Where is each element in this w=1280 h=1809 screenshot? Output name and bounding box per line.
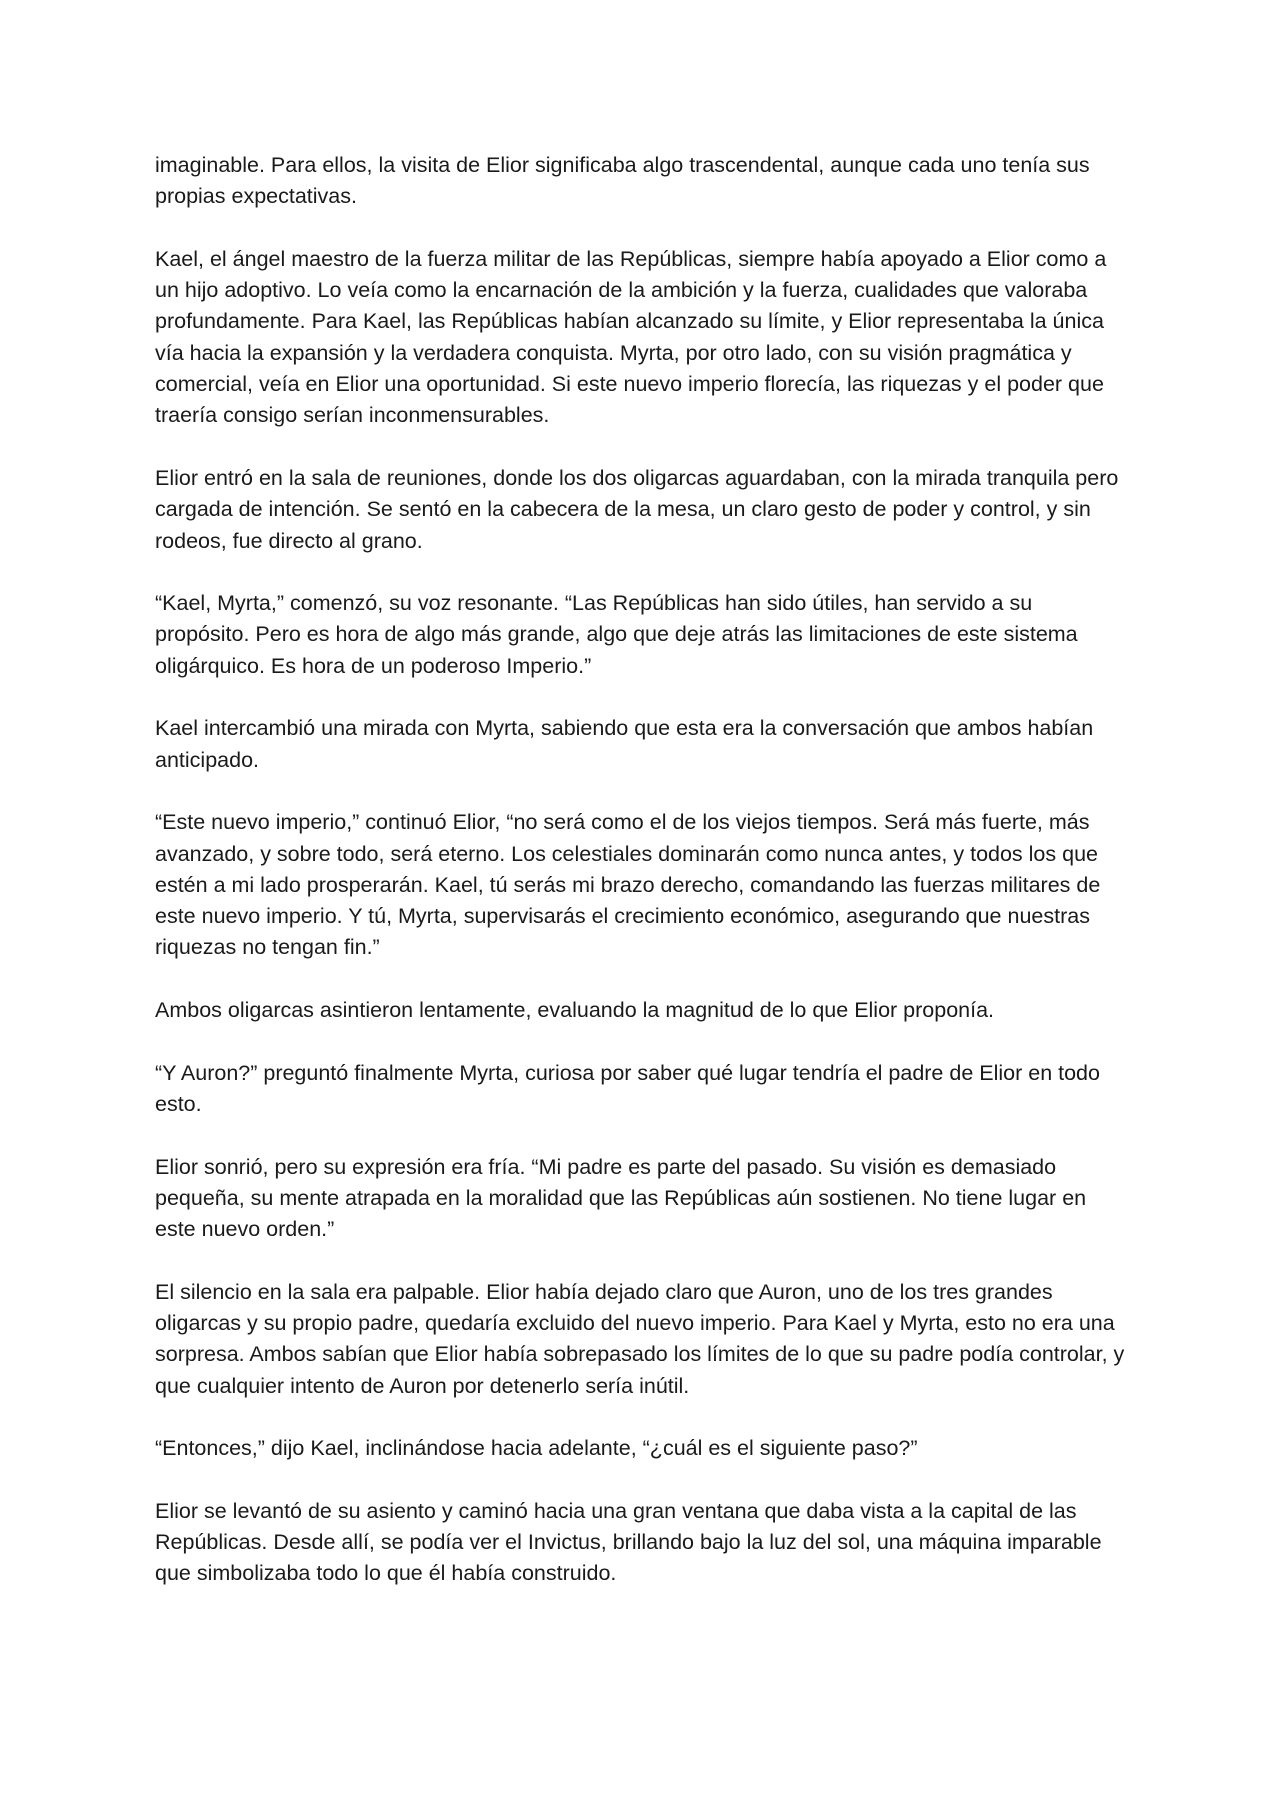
paragraph: imaginable. Para ellos, la visita de Elior significaba algo trascendental, aunque cada uno tenía sus propias expectativas.	[155, 153, 1090, 209]
paragraph: Kael, el ángel maestro de la fuerza militar de las Repúblicas, siempre había apoyado a Elior como a un hijo adoptivo. Lo veía como la encarnación de la ambición y la fuerza, cualidades que valoraba profundamente. Para Kael, las Repúblicas habían alcanzado su límite, y Elior representaba la única vía hacia la expansión y la verdadera conquista. Myrta, por otro lado, con su visión pragmática y comercial, veía en Elior una oportunidad. Si este nuevo imperio florecía, las riquezas y el poder que traería consigo serían inconmensurables.	[155, 246, 1107, 428]
paragraph: “Y Auron?” preguntó finalmente Myrta, curiosa por saber qué lugar tendría el padre de Elior en todo esto.	[155, 1060, 1100, 1116]
paragraph: Kael intercambió una mirada con Myrta, sabiendo que esta era la conversación que ambos habían anticipado.	[155, 716, 1094, 772]
paragraph: Elior entró en la sala de reuniones, donde los dos oligarcas aguardaban, con la mirada tranquila pero cargada de intención. Se sentó en la cabecera de la mesa, un claro gesto de poder y control, y sin rodeos, fue directo al grano.	[155, 465, 1119, 553]
paragraph: “Entonces,” dijo Kael, inclinándose hacia adelante, “¿cuál es el siguiente paso?”	[155, 1436, 918, 1461]
paragraph: “Kael, Myrta,” comenzó, su voz resonante. “Las Repúblicas han sido útiles, han servido a su propósito. Pero es hora de algo más grande, algo que deje atrás las limitaciones de este sistema oligárquico. Es hora de un poderoso Imperio.”	[155, 591, 1078, 678]
paragraph: Elior sonrió, pero su expresión era fría. “Mi padre es parte del pasado. Su visión es demasiado pequeña, su mente atrapada en la moralidad que las Repúblicas aún sostienen. No tiene lugar en este nuevo orden.”	[155, 1154, 1087, 1242]
paragraph: Ambos oligarcas asintieron lentamente, evaluando la magnitud de lo que Elior proponía.	[155, 998, 995, 1023]
paragraph: Elior se levantó de su asiento y caminó hacia una gran ventana que daba vista a la capital de las Repúblicas. Desde allí, se podía ver el Invictus, brillando bajo la luz del sol, una máquina imparable que simbolizaba todo lo que él había construido.	[155, 1498, 1102, 1586]
document-body	[155, 150, 1130, 1590]
paragraph: “Este nuevo imperio,” continuó Elior, “no será como el de los viejos tiempos. Será más fuerte, más avanzado, y sobre todo, será eterno. Los celestiales dominarán como nunca antes, y todos los que estén a mi lado prosperarán. Kael, tú serás mi brazo derecho, comandando las fuerzas militares de este nuevo imperio. Y tú, Myrta, supervisarás el crecimiento económico, asegurando que nuestras riquezas no tengan fin.”	[155, 810, 1101, 960]
paragraph: El silencio en la sala era palpable. Elior había dejado claro que Auron, uno de los tres grandes oligarcas y su propio padre, quedaría excluido del nuevo imperio. Para Kael y Myrta, esto no era una sorpresa. Ambos sabían que Elior había sobrepasado los límites de lo que su padre podía controlar, y que cualquier intento de Auron por detenerlo sería inútil.	[155, 1279, 1125, 1398]
